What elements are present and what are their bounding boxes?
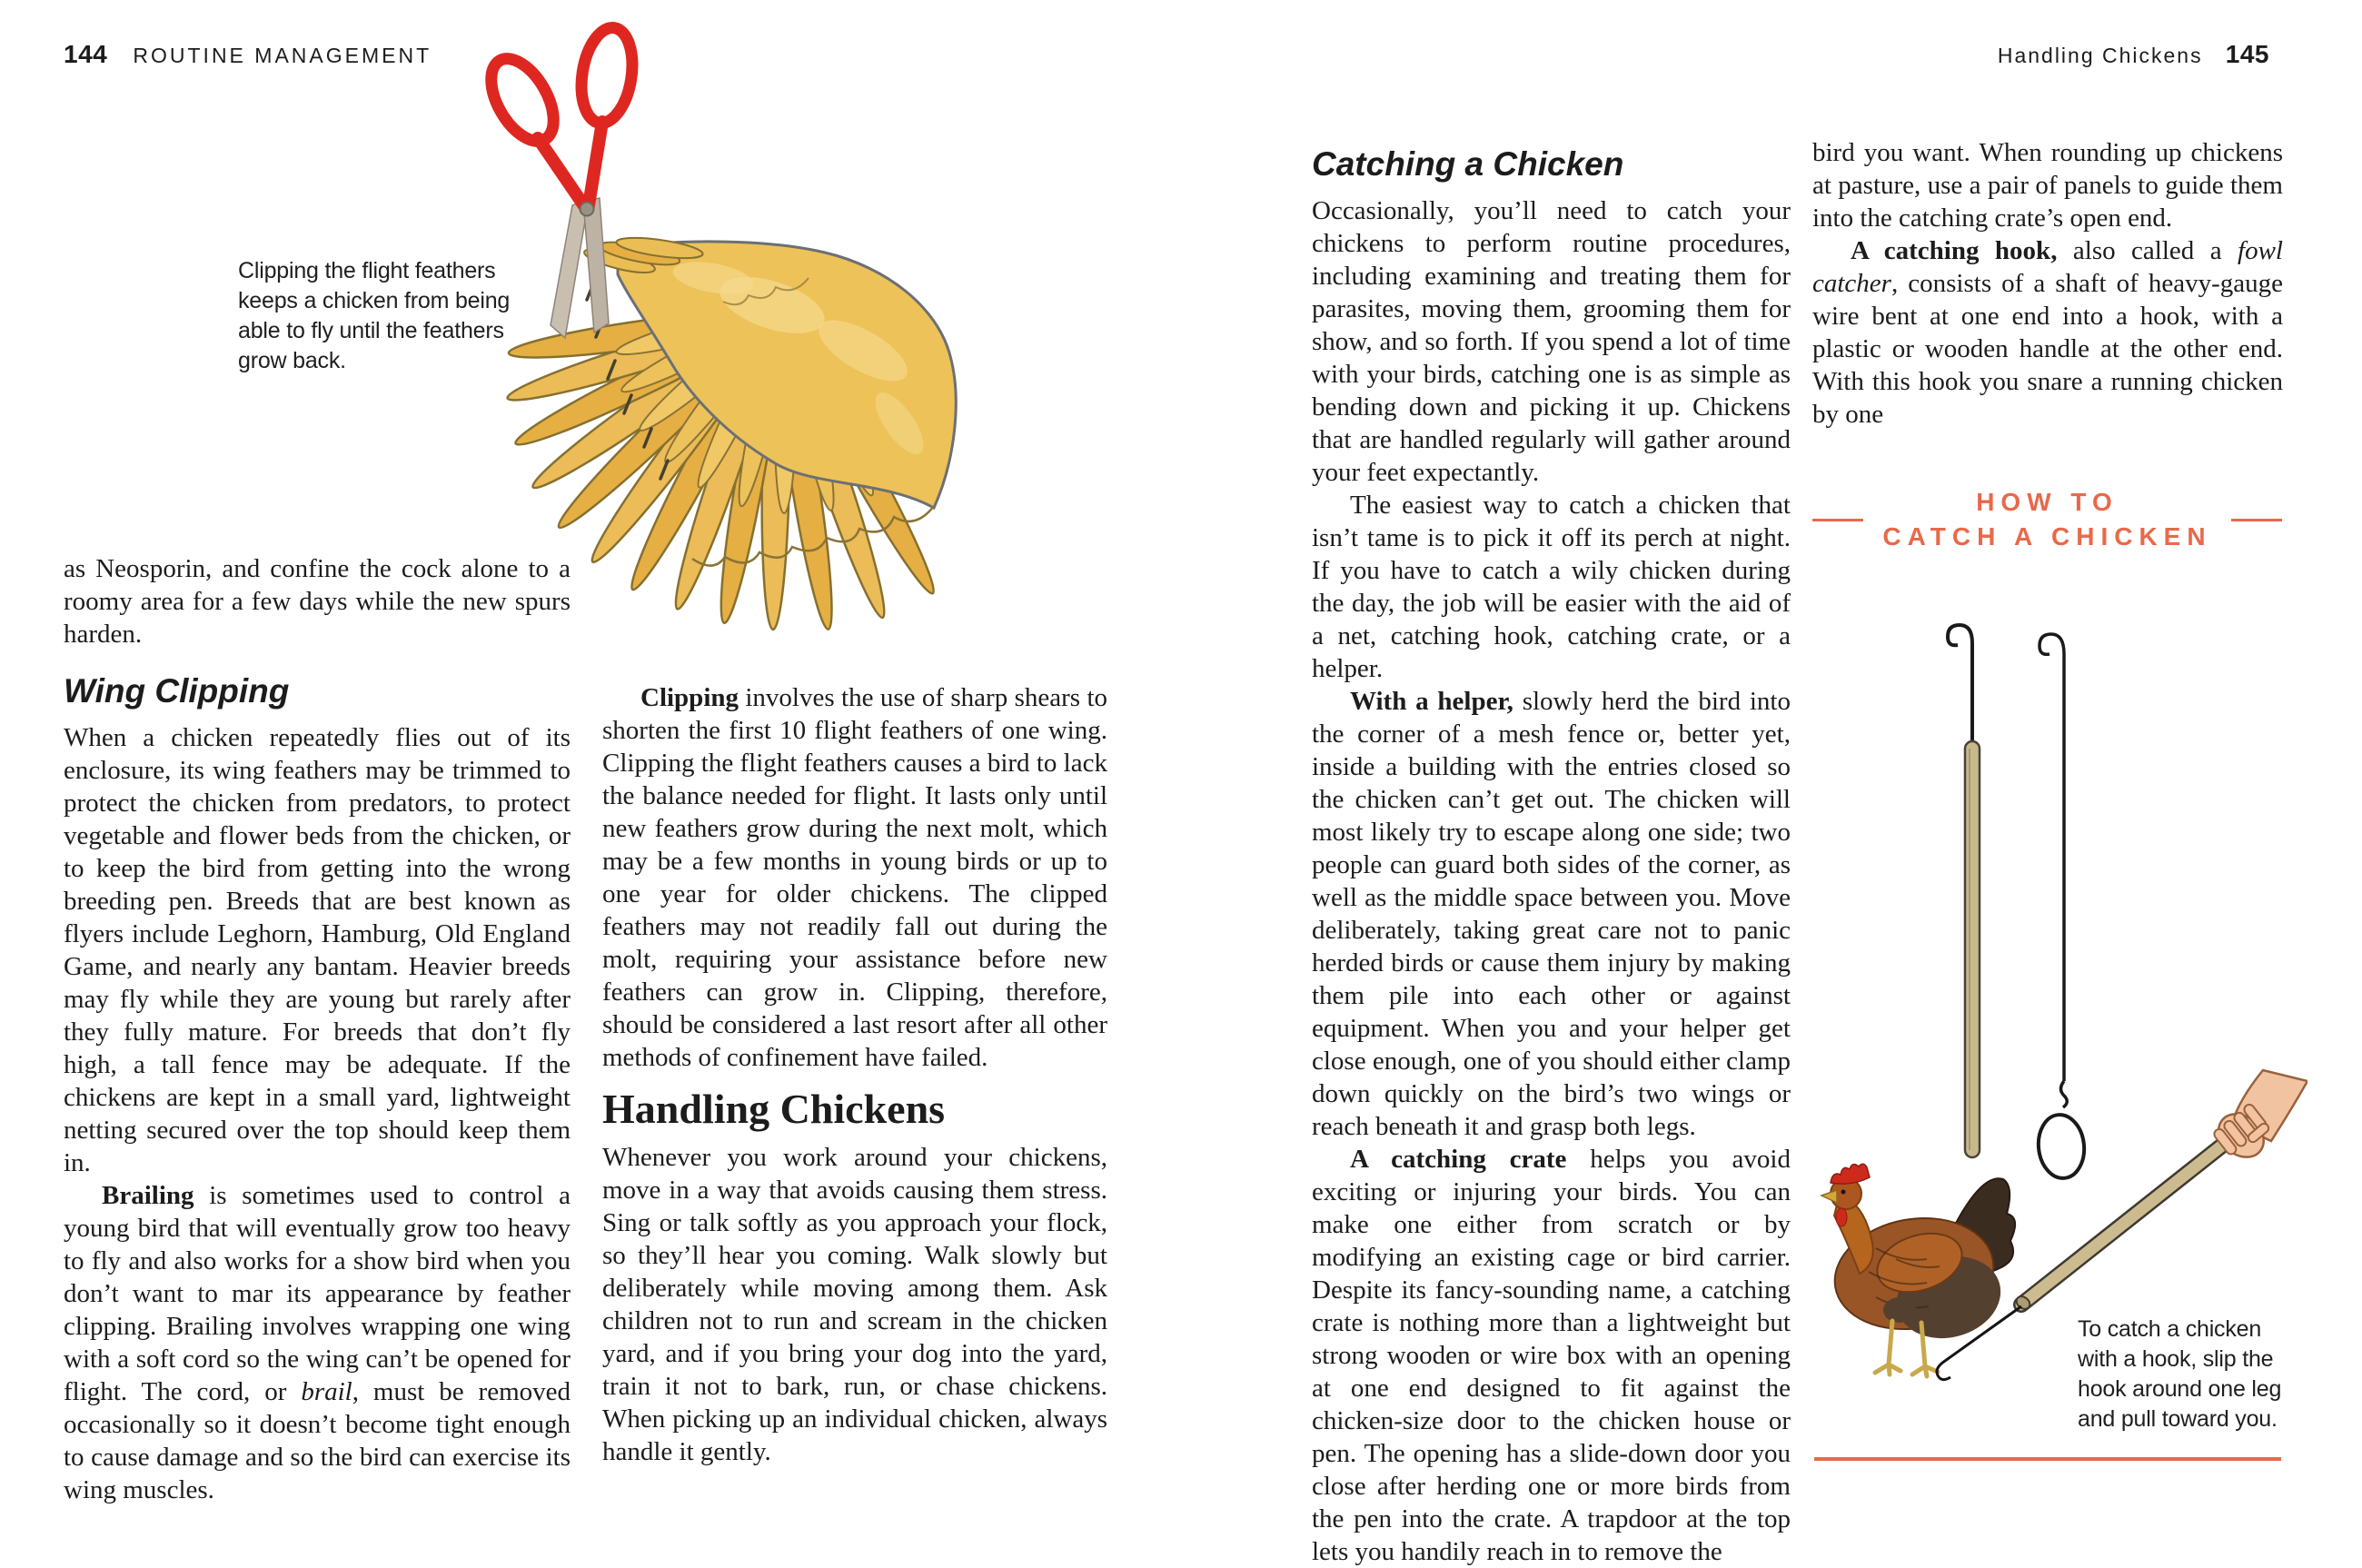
italic-term: fowl catcher [1812,236,2283,298]
sidebar-title-line1: HOW TO [1976,488,2119,516]
bold-lead: A catching hook, [1851,236,2058,265]
sidebar-caption: To catch a chicken with a hook, slip the hook around one leg and pull toward you. [2078,1316,2282,1432]
hen-beak [1821,1190,1837,1203]
paragraph: Occasionally, you’ll need to catch your chickens to perform routine procedures, including examining and treating them for parasites, moving them, grooming them for show, and so forth. If you spend a lot of time with your birds, catching one is as simple as bending down and picking it up. Chickens that are handled regularly will gather around your feet expectantly. [1312,196,1791,487]
bold-lead: With a helper, [1350,687,1513,716]
section-heading-wing-clipping: Wing Clipping [64,672,290,710]
running-head-right-text: Handling Chickens [1997,44,2203,67]
hen-comb [1831,1164,1870,1184]
sidebar-rule-right [2231,519,2282,521]
hen-wattle [1836,1208,1847,1226]
chapter-heading-handling-chickens: Handling Chickens [602,1086,946,1132]
paragraph: The easiest way to catch a chicken that isn’t tame is to pick it off its perch at night. If you have to catch a wily chicken during the day, the job will be easier with the aid of a net, catching hook, catching crate, or a helper. [1312,491,1791,683]
bold-lead: Clipping [640,683,739,712]
paragraph: Whenever you work around your chickens, move in a way that avoids causing them stress. Sing or talk softly as you approach your flock, so they’ll hear you coming. Walk slowly but deliberately while moving among them. Ask children not to run and scream in the chicken yard, and if you bring your dog into the yard, train it not to bark, run, or chase chickens. When picking up an individual chicken, always handle it gently. [602,1143,1107,1466]
sidebar-bottom-rule [1814,1457,2281,1461]
catching-hook-wood-handle [1948,625,1980,1157]
figure-caption: Clipping the flight feathers keeps a chicken from being able to fly until the feathers grow back. [238,258,511,373]
running-head-left-text: ROUTINE MANAGEMENT [133,44,432,67]
paragraph: bird you want. When rounding up chickens at pasture, use a pair of panels to guide them into the catching crate’s open end. [1812,138,2283,233]
page145-column2 [1812,136,2283,431]
sidebar-rule-left [1812,519,1863,521]
page145-column1 [1312,145,1791,1568]
sidebar-title-line2: CATCH A CHICKEN [1882,522,2212,551]
running-head-right [1308,40,2269,69]
paragraph: When a chicken repeatedly flies out of its enclosure, its wing feathers may be trimmed to protect the chicken from predators, to protect vegetable and flower beds from the chicken, or to keep the bird from getting into the wrong breeding pen. Breeds that are best known as flyers include Leghorn, Hamburg, Old England Game, and nearly any bantam. Heavier breeds may fly while they are young but rarely after they fully mature. For breeds that don’t fly high, a tall fence may be adequate. If the chickens are kept in a small yard, lightweight netting secured over the top should keep them in. [64,723,571,1177]
scissors-blade-right [583,198,609,332]
italic-term: brail [301,1377,352,1406]
sidebar-how-to-catch-a-chicken [1812,485,2282,554]
scissors-handle-left [479,48,567,152]
paragraph: A catching hook, also called a fowl catcher, consists of a shaft of heavy-gauge wire bent at one end into a hook, with a plastic or wooden handle at the other end. With this hook you snare a running chicken by one [1812,236,2283,429]
hen-eye [1841,1190,1846,1195]
page144-column1 [64,552,571,1506]
page144-column2 [602,681,1107,1468]
paragraph: as Neosporin, and confine the cock alone to a roomy area for a few days while the new spurs harden. [64,554,571,649]
scissors-blade-left [551,200,589,338]
scissors-handle-right [575,24,639,126]
bold-lead: Brailing [102,1181,194,1210]
page-number-left: 144 [64,40,108,68]
catching-hook-illustration [1812,590,2307,1426]
page-number-right: 145 [2225,40,2269,68]
paragraph: A catching crate helps you avoid exciting or injuring your birds. You can make one either from scratch or by modifying an existing cage or bird carrier. Despite its fancy-sounding name, a catching crate is nothing more than a lightweight but strong wooden or wire box with an opening at one end designed to fit against the chicken-size door to the chicken house or pen. The opening has a slide-down door you close after herding one or more birds from the pen into the crate. A trapdoor at the top lets you handily reach in to remove the [1312,1145,1791,1566]
bold-lead: A catching crate [1350,1145,1567,1174]
catching-hook-wire-noose [2035,634,2087,1180]
scissors-pivot [581,203,594,216]
sidebar-title [1880,485,2215,554]
hen-illustration [1821,1164,2015,1376]
section-heading-catching-a-chicken: Catching a Chicken [1312,145,1624,183]
paragraph: With a helper, slowly herd the bird into the corner of a mesh fence or, better yet, inside a building with the entries closed so the chicken can’t get out. The chicken will most likely try to escape along one side; two people can guard both sides of the corner, as well as the middle space between you. Move deliberately, taking great care not to panic herded birds or cause them injury by making them pile into each other or against equipment. When you and your helper get close enough, one of you should either clamp down quickly on the bird’s two wings or reach beneath it and grasp both legs. [1312,687,1791,1141]
paragraph: Brailing is sometimes used to control a young bird that will eventually grow too heavy to fly and also works for a show bird when you don’t want to mar its appearance by feather clipping. Brailing involves wrapping one wing with a soft cord so the wing can’t be opened for flight. The cord, or brail, must be removed occasionally so it doesn’t become tight enough to cause damage and so the bird can exercise its wing muscles. [64,1181,571,1504]
paragraph: Clipping involves the use of sharp shears to shorten the first 10 flight feathers of one wing. Clipping the flight feathers causes a bird to lack the balance needed for flight. It lasts only until new feathers grow during the next molt, which may be a few months in young birds or up to one year for older chickens. The clipped feathers may not readily fall out during the molt, requiring your assistance before new feathers can grow in. Clipping, therefore, should be considered a last resort after all other methods of confinement have failed. [602,683,1107,1072]
